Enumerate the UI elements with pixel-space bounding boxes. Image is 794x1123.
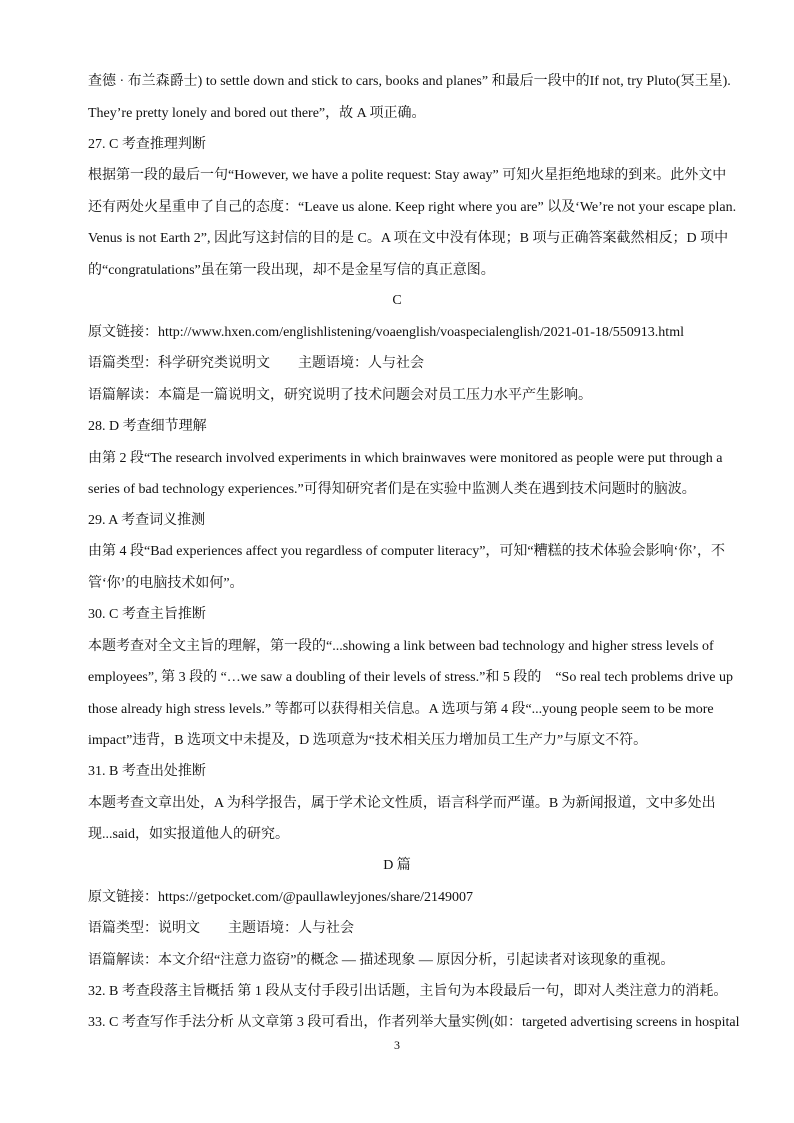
text-line: They’re pretty lonely and bored out there”，故 A 项正确。: [88, 106, 426, 121]
text-line: those already high stress levels.” 等都可以获得相关信息。A 选项与第 4 段“...young people seem to be more: [88, 702, 714, 717]
text-line: employees”, 第 3 段的 “…we saw a doubling of their levels of stress.”和 5 段的 “So real tech problems drive up: [88, 670, 734, 685]
question-heading: 31. B 考查出处推断: [88, 764, 206, 779]
text-line: 由第 4 段“Bad experiences affect you regardless of computer literacy”，可知“糟糕的技术体验会影响‘你’，不: [88, 544, 725, 559]
text-line: 本题考查文章出处，A 为科学报告，属于学术论文性质，语言科学而严谨。B 为新闻报道，文中多处出: [88, 796, 716, 811]
text-line: Venus is not Earth 2”, 因此写这封信的目的是 C。A 项在文中没有体现；B 项与正确答案截然相反；D 项中: [88, 231, 729, 246]
text-line: 根据第一段的最后一句“However, we have a polite request: Stay away” 可知火星拒绝地球的到来。此外文中: [88, 168, 727, 183]
section-heading: D 篇: [383, 858, 411, 873]
text-line: 现...said，如实报道他人的研究。: [88, 827, 290, 842]
text-line: 语篇类型：科学研究类说明文 主题语境：人与社会: [88, 356, 424, 371]
source-link: 原文链接：https://getpocket.com/@paullawleyjones/share/2149007: [88, 890, 473, 905]
source-link: 原文链接：http://www.hxen.com/englishlistening/voaenglish/voaspecialenglish/2021-01-18/550913.html: [88, 325, 684, 340]
text-line: 语篇解读：本文介绍“注意力盗窃”的概念 — 描述现象 — 原因分析，引起读者对该现象的重视。: [88, 953, 675, 968]
question-heading: 30. C 考查主旨推断: [88, 607, 206, 622]
question-heading: 28. D 考查细节理解: [88, 419, 207, 434]
text-line: 查德 · 布兰森爵士) to settle down and stick to cars, books and planes” 和最后一段中的If not, try Pluto(冥王星).: [88, 74, 731, 89]
section-heading: C: [392, 293, 402, 308]
question-heading: 32. B 考查段落主旨概括 第 1 段从支付手段引出话题，主旨句为本段最后一句，即对人类注意力的消耗。: [88, 984, 728, 999]
text-line: 的“congratulations”虽在第一段出现，却不是金星写信的真正意图。: [88, 263, 495, 278]
question-heading: 33. C 考查写作手法分析 从文章第 3 段可看出，作者列举大量实例(如：targeted advertising screens in hospital: [88, 1015, 740, 1030]
text-line: 还有两处火星重申了自己的态度：“Leave us alone. Keep right where you are” 以及‘We’re not your escape plan.: [88, 200, 737, 215]
text-line: series of bad technology experiences.”可得知研究者们是在实验中监测人类在遇到技术问题时的脑波。: [88, 482, 696, 497]
text-line: impact”违背，B 选项文中未提及，D 选项意为“技术相关压力增加员工生产力”与原文不符。: [88, 733, 648, 748]
text-line: 本题考查对全文主旨的理解，第一段的“...showing a link between bad technology and higher stress levels of: [88, 639, 714, 654]
text-line: 由第 2 段“The research involved experiments in which brainwaves were monitored as people were put through a: [88, 451, 723, 466]
text-line: 管‘你’的电脑技术如何”。: [88, 576, 244, 591]
text-line: 语篇类型：说明文 主题语境：人与社会: [88, 921, 354, 936]
question-heading: 27. C 考查推理判断: [88, 137, 206, 152]
page-number: 3: [394, 1038, 400, 1052]
question-heading: 29. A 考查词义推测: [88, 513, 206, 528]
text-line: 语篇解读：本篇是一篇说明文，研究说明了技术问题会对员工压力水平产生影响。: [88, 388, 592, 403]
